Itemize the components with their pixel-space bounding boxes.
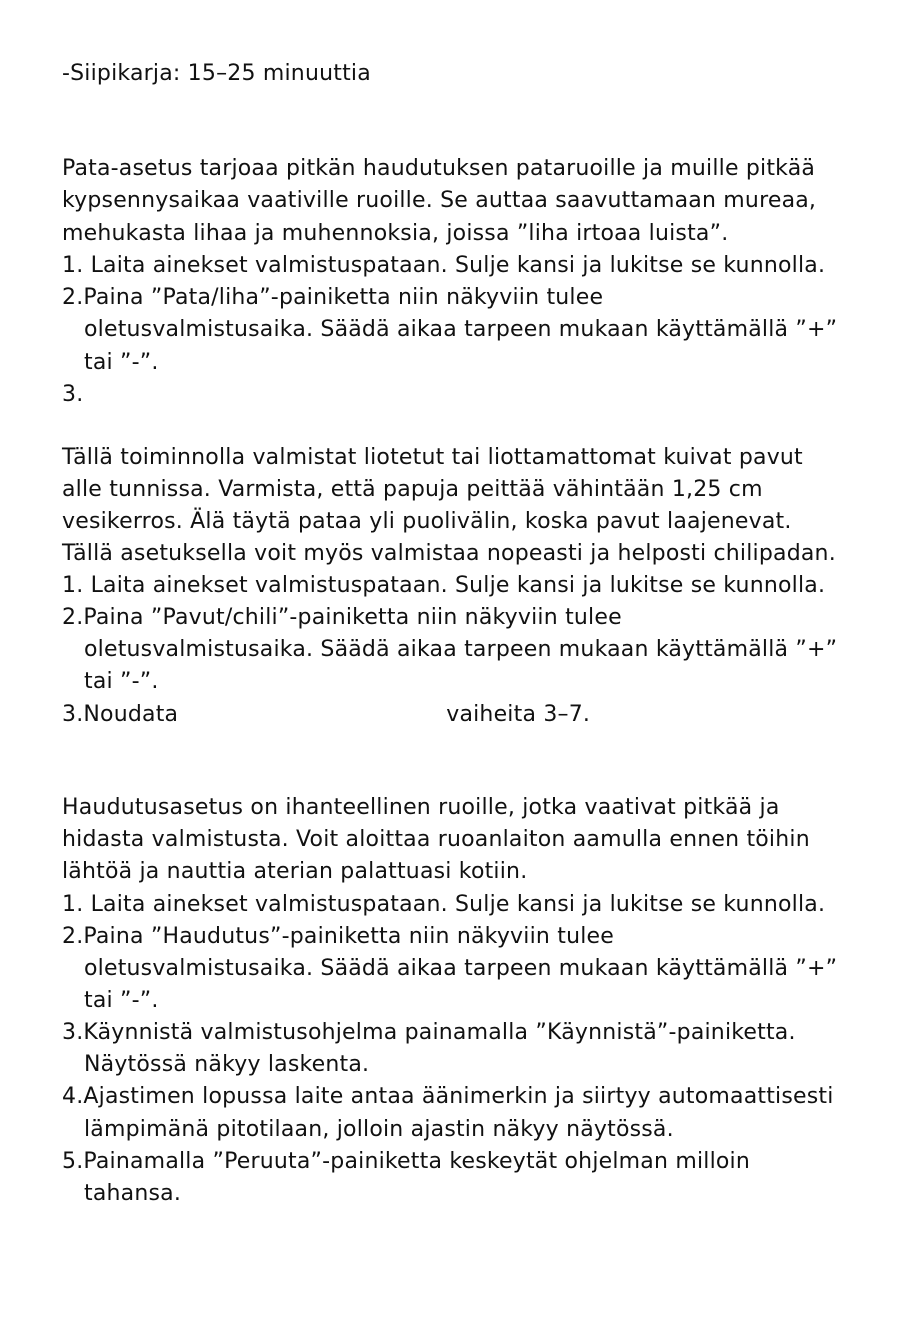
pavut-step-3-end: vaiheita 3–7. xyxy=(446,702,591,727)
pavut-intro-line: vesikerros. Älä täytä pataa yli puolivälin, koska pavut laajenevat. xyxy=(62,509,792,534)
haudutus-intro-line: hidasta valmistusta. Voit aloittaa ruoanlaiton aamulla ennen töihin xyxy=(62,827,810,852)
pata-intro-line: mehukasta lihaa ja muhennoksia, joissa ”liha irtoaa luista”. xyxy=(62,221,729,246)
pavut-intro-line: alle tunnissa. Varmista, että papuja peittää vähintään 1,25 cm xyxy=(62,477,763,502)
pata-step-2: 2.Paina ”Pata/liha”-painiketta niin näkyviin tulee xyxy=(62,285,604,310)
pata-intro-line: kypsennysaikaa vaativille ruoille. Se auttaa saavuttamaan mureaa, xyxy=(62,188,817,213)
pata-step-1: 1. Laita ainekset valmistuspataan. Sulje kansi ja lukitse se kunnolla. xyxy=(62,253,826,278)
haudutus-step-5: 5.Painamalla ”Peruuta”-painiketta keskeytät ohjelman milloin xyxy=(62,1149,751,1174)
pata-step-3: 3. xyxy=(62,382,84,407)
pavut-intro-line: Tällä asetuksella voit myös valmistaa nopeasti ja helposti chilipadan. xyxy=(62,541,836,566)
pavut-step-2-cont: oletusvalmistusaika. Säädä aikaa tarpeen mukaan käyttämällä ”+” xyxy=(84,637,838,662)
wing-cooking-time: -Siipikarja: 15–25 minuuttia xyxy=(62,61,371,86)
pata-step-2-cont: tai ”-”. xyxy=(84,350,159,375)
haudutus-step-2: 2.Paina ”Haudutus”-painiketta niin näkyviin tulee xyxy=(62,924,614,949)
pavut-step-2: 2.Paina ”Pavut/chili”-painiketta niin näkyviin tulee xyxy=(62,605,622,630)
pavut-step-3-start: 3.Noudata xyxy=(62,702,179,727)
haudutus-step-2-cont: oletusvalmistusaika. Säädä aikaa tarpeen mukaan käyttämällä ”+” xyxy=(84,956,838,981)
pata-intro-line: Pata-asetus tarjoaa pitkän haudutuksen pataruoille ja muille pitkää xyxy=(62,156,816,181)
haudutus-step-3: 3.Käynnistä valmistusohjelma painamalla ”Käynnistä”-painiketta. xyxy=(62,1020,796,1045)
haudutus-intro-line: lähtöä ja nauttia aterian palattuasi kotiin. xyxy=(62,859,528,884)
haudutus-step-5-cont: tahansa. xyxy=(84,1181,182,1206)
haudutus-step-4: 4.Ajastimen lopussa laite antaa äänimerkin ja siirtyy automaattisesti xyxy=(62,1084,834,1109)
haudutus-step-2-cont: tai ”-”. xyxy=(84,988,159,1013)
pavut-step-1: 1. Laita ainekset valmistuspataan. Sulje kansi ja lukitse se kunnolla. xyxy=(62,573,826,598)
pavut-step-2-cont: tai ”-”. xyxy=(84,669,159,694)
haudutus-intro-line: Haudutusasetus on ihanteellinen ruoille, jotka vaativat pitkää ja xyxy=(62,795,780,820)
pata-step-2-cont: oletusvalmistusaika. Säädä aikaa tarpeen mukaan käyttämällä ”+” xyxy=(84,317,838,342)
pavut-step-3 xyxy=(62,701,590,729)
haudutus-step-3-cont: Näytössä näkyy laskenta. xyxy=(84,1052,370,1077)
haudutus-step-4-cont: lämpimänä pitotilaan, jolloin ajastin näkyy näytössä. xyxy=(84,1117,674,1142)
pavut-intro-line: Tällä toiminnolla valmistat liotetut tai liottamattomat kuivat pavut xyxy=(62,445,803,470)
haudutus-step-1: 1. Laita ainekset valmistuspataan. Sulje kansi ja lukitse se kunnolla. xyxy=(62,892,826,917)
